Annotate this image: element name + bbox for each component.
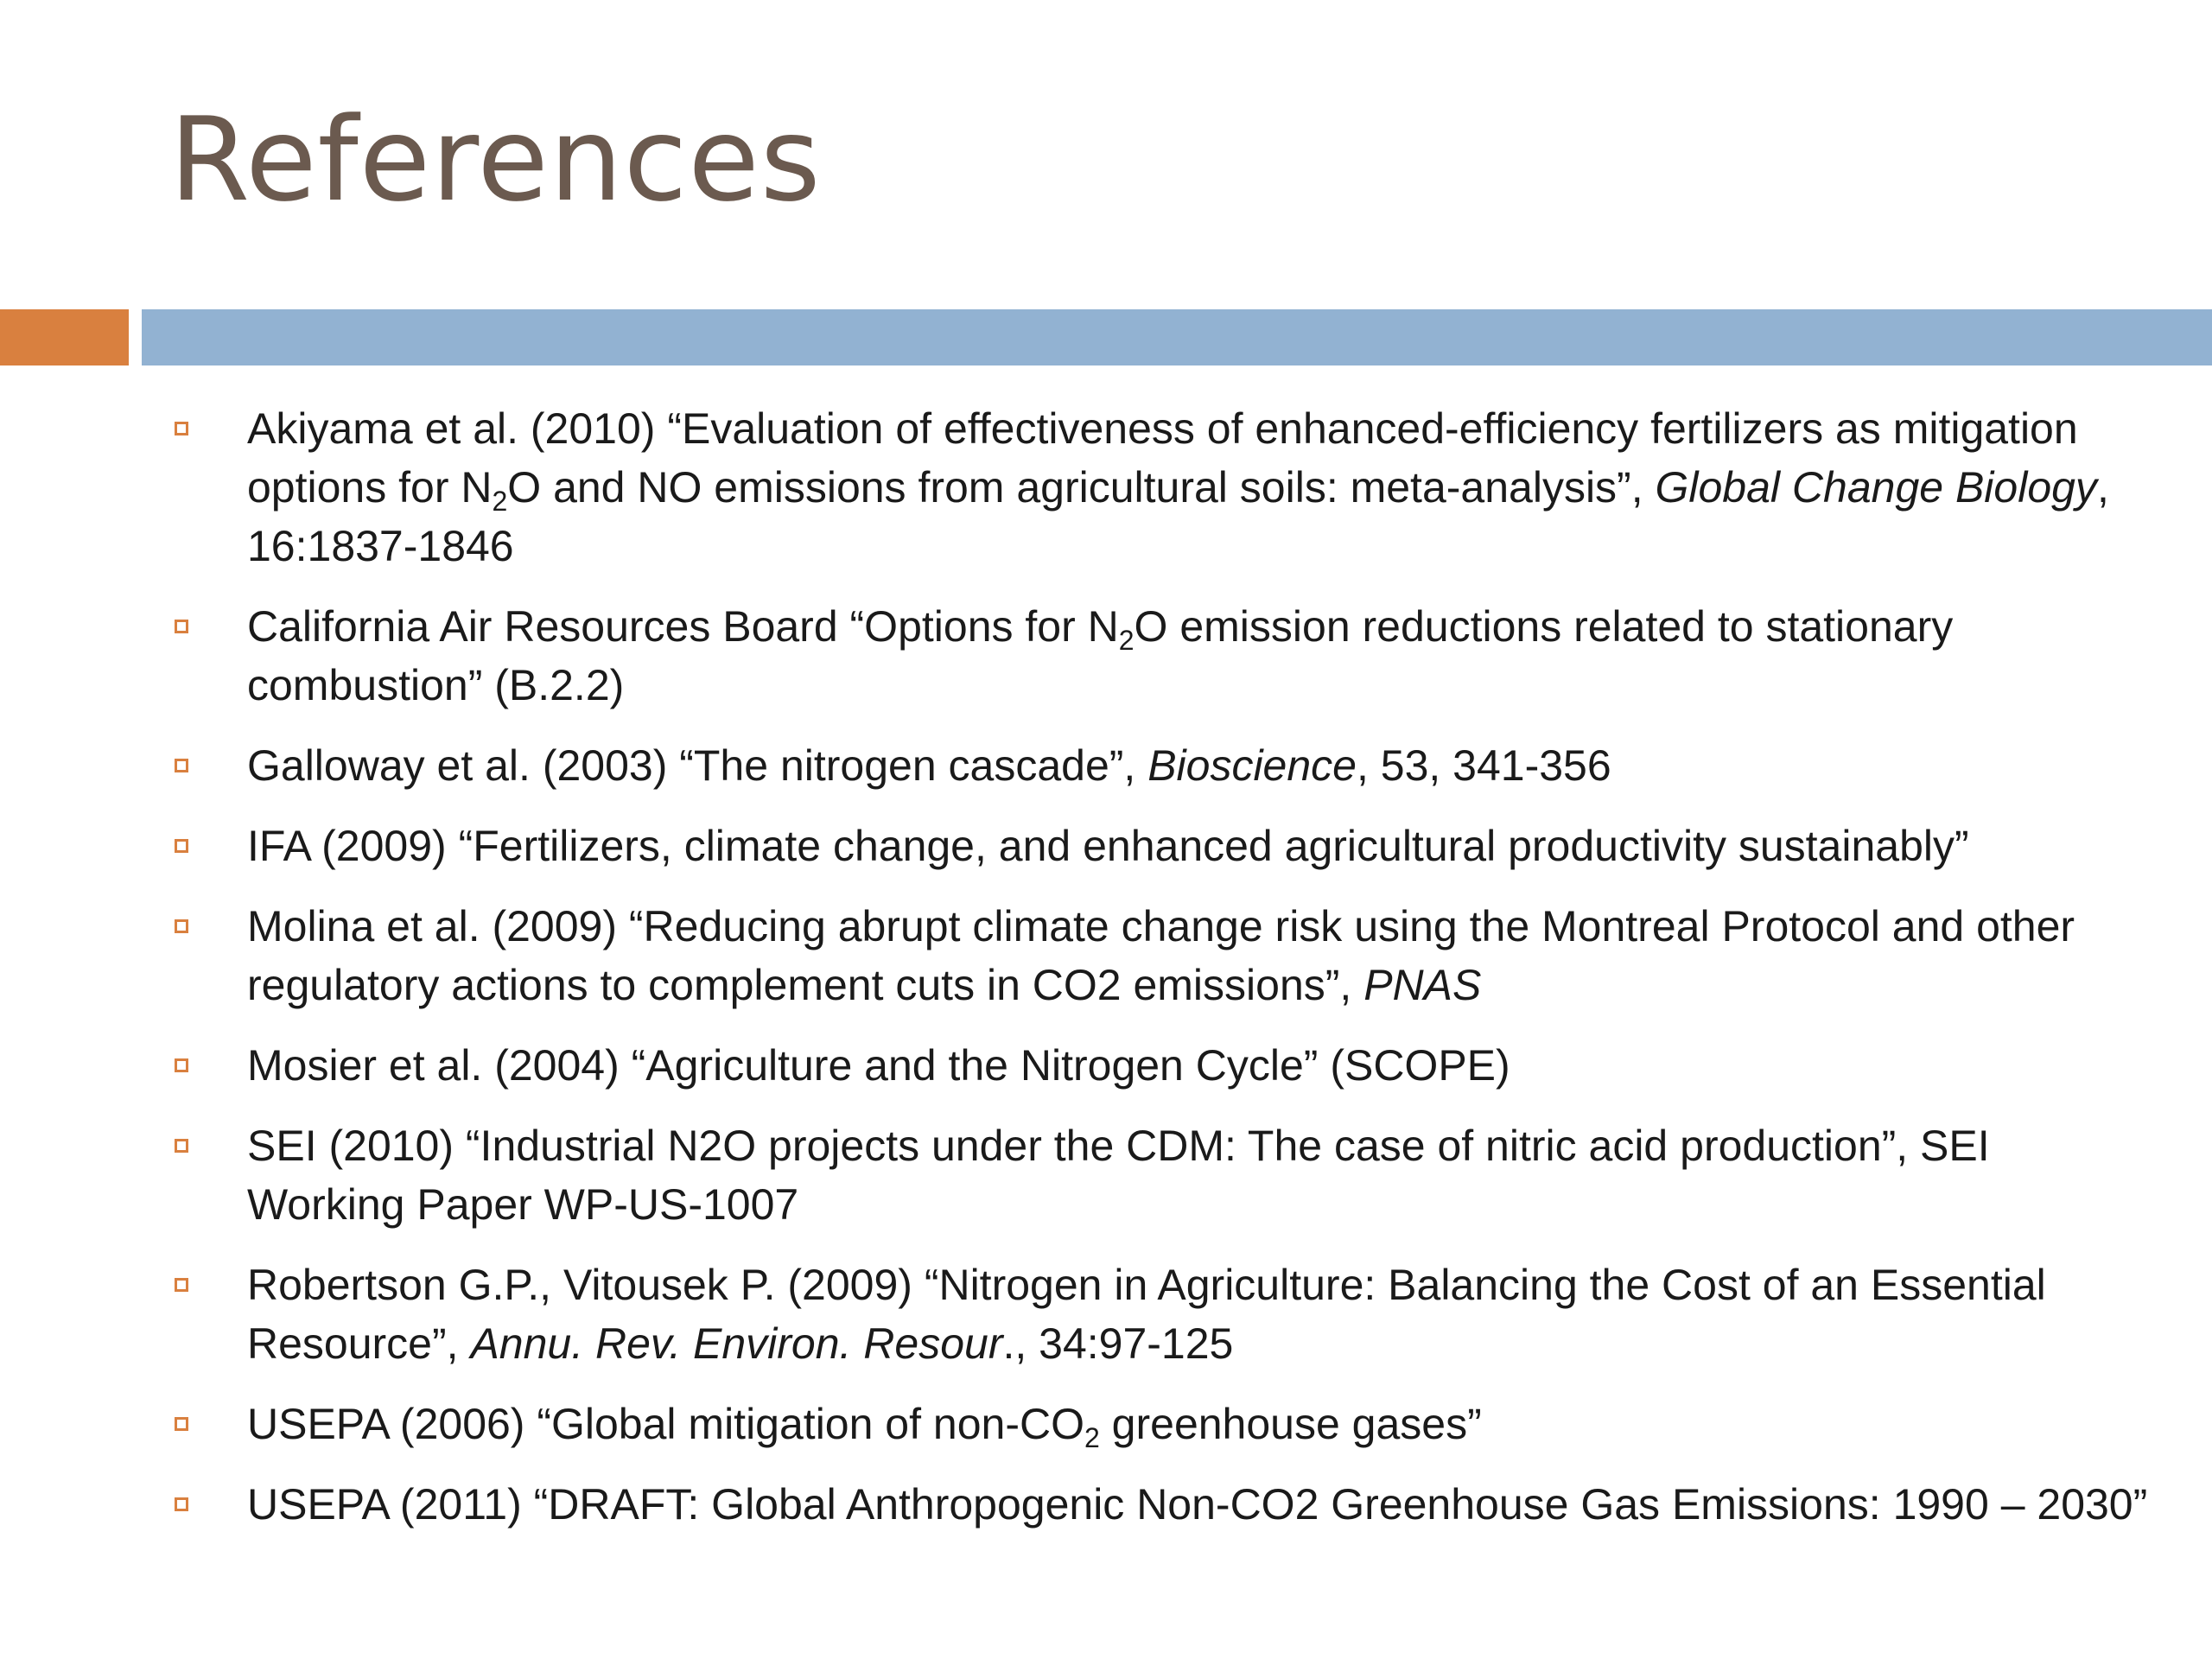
reference-segment: USEPA (2006) “Global mitigation of non-CO xyxy=(247,1400,1084,1448)
reference-item xyxy=(164,1395,2152,1453)
slide-title: References xyxy=(169,92,822,227)
reference-text xyxy=(247,1400,1482,1453)
reference-segment: Robertson G.P., Vitousek P. (2009) “Nitrogen in Agriculture: Balancing the Cost of an Essential Resource”, xyxy=(247,1261,2046,1368)
reference-item xyxy=(164,399,2152,575)
hollow-square-bullet-icon xyxy=(175,1417,188,1431)
reference-segment: , 16:1837-1846 xyxy=(247,463,2109,570)
journal-name: Bioscience xyxy=(1147,741,1357,790)
hollow-square-bullet-icon xyxy=(175,759,188,772)
hollow-square-bullet-icon xyxy=(175,422,188,435)
hollow-square-bullet-icon xyxy=(175,839,188,853)
reference-list xyxy=(164,399,2152,1555)
reference-segment: SEI (2010) “Industrial N2O projects under the CDM: The case of nitric acid production”, SEI Working Paper WP-US-1007 xyxy=(247,1122,1990,1229)
hollow-square-bullet-icon xyxy=(175,1278,188,1292)
reference-segment: Mosier et al. (2004) “Agriculture and the Nitrogen Cycle” (SCOPE) xyxy=(247,1041,1510,1090)
hollow-square-bullet-icon xyxy=(175,620,188,633)
reference-text xyxy=(247,822,1969,870)
reference-segment: O emission reductions related to stationary combustion” (B.2.2) xyxy=(247,602,1954,709)
reference-text xyxy=(247,1041,1510,1090)
reference-segment: Molina et al. (2009) “Reducing abrupt climate change risk using the Montreal Protocol and other regulatory actions to complement cuts in CO2 emissions”, xyxy=(247,902,2075,1009)
reference-segment: O and NO emissions from agricultural soils: meta-analysis”, xyxy=(507,463,1656,512)
reference-segment: California Air Resources Board “Options for N xyxy=(247,602,1119,651)
reference-text xyxy=(247,602,1953,709)
reference-item xyxy=(164,736,2152,795)
reference-segment: ., 34:97-125 xyxy=(1002,1319,1234,1368)
reference-text xyxy=(247,902,2075,1009)
subscript: 2 xyxy=(1084,1422,1100,1453)
reference-segment: USEPA (2011) “DRAFT: Global Anthropogenic Non-CO2 Greenhouse Gas Emissions: 1990 – 2030” xyxy=(247,1480,2148,1529)
reference-item xyxy=(164,1255,2152,1373)
subscript: 2 xyxy=(1118,625,1135,656)
reference-text xyxy=(247,1261,2046,1368)
reference-item xyxy=(164,597,2152,715)
hollow-square-bullet-icon xyxy=(175,1139,188,1153)
reference-segment: greenhouse gases” xyxy=(1099,1400,1482,1448)
reference-text xyxy=(247,741,1611,790)
reference-item xyxy=(164,897,2152,1014)
reference-segment: IFA (2009) “Fertilizers, climate change, and enhanced agricultural productivity sustainably” xyxy=(247,822,1969,870)
hollow-square-bullet-icon xyxy=(175,1497,188,1511)
subscript: 2 xyxy=(492,486,508,517)
reference-text xyxy=(247,404,2109,570)
reference-text xyxy=(247,1480,2147,1529)
reference-segment: , 53, 341-356 xyxy=(1356,741,1611,790)
reference-text xyxy=(247,1122,1990,1229)
journal-name: Annu. Rev. Environ. Resour xyxy=(470,1319,1003,1368)
reference-item xyxy=(164,817,2152,875)
hollow-square-bullet-icon xyxy=(175,1058,188,1072)
hollow-square-bullet-icon xyxy=(175,919,188,933)
journal-name: PNAS xyxy=(1363,961,1482,1009)
reference-item xyxy=(164,1036,2152,1095)
accent-bar-blue xyxy=(142,309,2212,365)
reference-segment: Akiyama et al. (2010) “Evaluation of effectiveness of enhanced-efficiency fertilizers as mitigation options for N xyxy=(247,404,2078,512)
journal-name: Global Change Biology xyxy=(1655,463,2097,512)
reference-item xyxy=(164,1475,2152,1534)
reference-item xyxy=(164,1116,2152,1234)
reference-segment: Galloway et al. (2003) “The nitrogen cascade”, xyxy=(247,741,1148,790)
accent-bar-orange xyxy=(0,309,129,365)
